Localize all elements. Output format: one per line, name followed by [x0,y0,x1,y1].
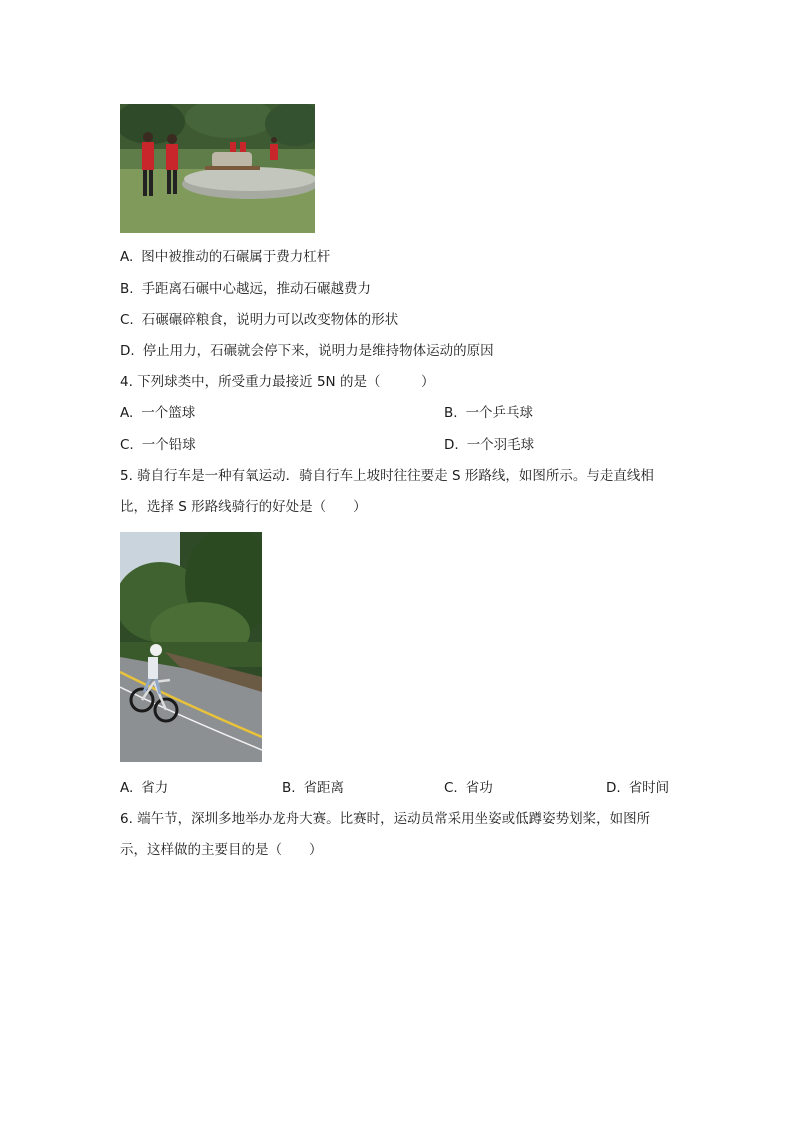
option-text: 图中被推动的石碾属于费力杠杆 [141,249,331,265]
option-text: 省功 [465,780,493,796]
option-label: B. [282,780,296,796]
q4-option-d [444,435,534,455]
option-text: 省力 [141,780,169,796]
q5-option-b [282,778,344,798]
q4-option-a [120,403,195,423]
q5-stem-line1: 5. 骑自行车是一种有氧运动．骑自行车上坡时往往要走 S 形路线，如图所示。与走直线相 [120,468,654,484]
option-label: B. [444,405,458,421]
option-text: 省距离 [303,780,345,796]
q5-option-a [120,778,168,798]
q6-stem-line2: 示，这样做的主要目的是（ ） [120,842,323,858]
q5-option-d [606,778,669,798]
option-label: C. [120,312,134,328]
option-text: 停止用力，石碾就会停下来，说明力是维持物体运动的原因 [142,343,494,359]
option-label: A. [120,780,134,796]
option-text: 手距离石碾中心越远，推动石碾越费力 [141,281,372,297]
option-label: C. [444,780,458,796]
q4-option-c [120,435,196,455]
option-label: D. [120,343,135,359]
q3-option-c [120,310,398,330]
option-text: 一个篮球 [141,405,196,421]
option-text: 石碾碾碎粮食，说明力可以改变物体的形状 [141,312,399,328]
cyclist-photo [120,532,262,762]
option-label: B. [120,281,134,297]
option-text: 省时间 [628,780,670,796]
q4-stem: 4. 下列球类中，所受重力最接近 5N 的是（ ） [120,374,435,390]
option-label: A. [120,405,134,421]
option-label: D. [444,437,459,453]
q4-option-b [444,403,533,423]
stone-roller-photo [120,104,315,233]
option-text: 一个乒乓球 [465,405,534,421]
q5-stem-line2: 比，选择 S 形路线骑行的好处是（ ） [120,499,367,515]
option-label: A. [120,249,134,265]
q3-option-b [120,279,371,299]
option-text: 一个羽毛球 [466,437,535,453]
q6-stem-line1: 6. 端午节，深圳多地举办龙舟大赛。比赛时，运动员常采用坐姿或低蹲姿势划桨，如图所 [120,811,651,827]
option-label: C. [120,437,134,453]
option-label: D. [606,780,621,796]
q5-option-c [444,778,493,798]
option-text: 一个铅球 [141,437,196,453]
q3-option-a [120,247,330,267]
q3-option-d [120,341,494,361]
